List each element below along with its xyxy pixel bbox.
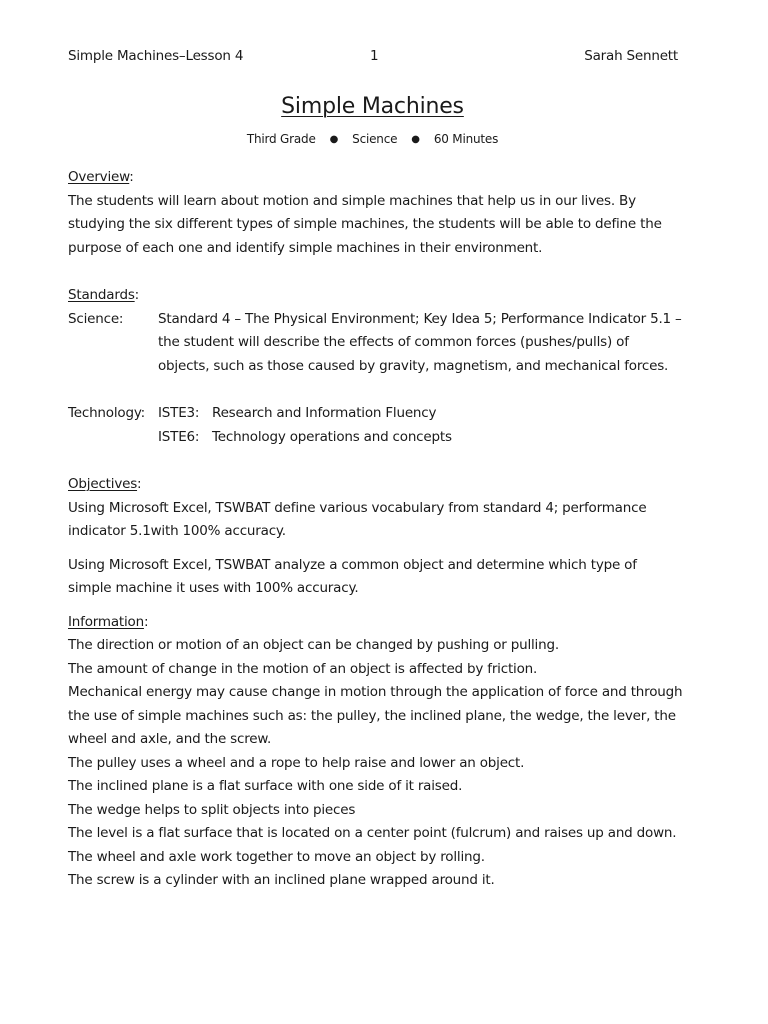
- document-title: Simple Machines: [281, 94, 464, 119]
- science-standard: [68, 308, 684, 379]
- tech-code: ISTE3:: [158, 405, 200, 421]
- grade-label: Third Grade: [246, 132, 316, 146]
- overview-text: The students will learn about motion and simple machines that help us in our lives. By studying the six different types of simple machines, the students will be able to define the purpose of each one and identify simple machines in their environment.: [68, 192, 662, 256]
- tech-standard-item: [158, 426, 684, 450]
- overview-heading: Overview: [68, 169, 130, 185]
- tech-text: Research and Information Fluency: [212, 405, 437, 421]
- subject-label: Science: [352, 132, 398, 146]
- information-line: The level is a flat surface that is located on a center point (fulcrum) and raises up and down.: [68, 825, 677, 841]
- objectives-section: Objectives: Using Microsoft Excel, TSWBAT define various vocabulary from standard 4; performance indicator 5.1with 100% accuracy. Using Microsoft Excel, TSWBAT analyze a common object and determine which type of simple machine it uses with 100% accuracy.: [68, 473, 684, 601]
- overview-section: Overview: The students will learn about motion and simple machines that help us in our lives. By studying the six different types of simple machines, the students will be able to define the purpose of each one and identify simple machines in their environment.: [68, 166, 684, 260]
- science-label: Science:: [68, 310, 124, 327]
- information-line: The direction or motion of an object can be changed by pushing or pulling.: [68, 637, 559, 653]
- header-lesson: Simple Machines–Lesson 4: [68, 48, 244, 64]
- information-line: The screw is a cylinder with an inclined plane wrapped around it.: [68, 872, 495, 888]
- duration-label: 60 Minutes: [433, 132, 499, 146]
- information-section: Information: The direction or motion of an object can be changed by pushing or pulling. The amount of change in the motion of an object is affected by friction. Mechanical energy may cause change in motion through the application of force and through the use of simple machines such as: the pulley, the inclined plane, the wedge, the lever, the wheel and axle, and the screw. The pulley uses a wheel and a rope to help raise and lower an object. The inclined plane is a flat surface with one side of it raised. The wedge helps to split objects into pieces The level is a flat surface that is located on a center point (fulcrum) and raises up and down. The wheel and axle work together to move an object by rolling. The screw is a cylinder with an inclined plane wrapped around it.: [68, 611, 684, 893]
- bullet-separator: ●: [411, 134, 420, 145]
- information-line: Mechanical energy may cause change in motion through the application of force and through the use of simple machines such as: the pulley, the inclined plane, the wedge, the lever, the wheel and axle, and the screw.: [68, 684, 683, 747]
- header-author: Sarah Sennett: [584, 48, 678, 64]
- objectives-heading: Objectives: [68, 476, 138, 492]
- page-header: [68, 48, 678, 66]
- standards-section: Standards: Science: Standard 4 – The Physical Environment; Key Idea 5; Performance Indicator 5.1 –the student will describe the effects of common forces (pushes/pulls) of objects, such as those caused by gravity, magnetism, and mechanical forces. Technology: ISTE3: Research and Information Fluency ISTE6: Technology operations and concepts: [68, 284, 684, 449]
- bullet-separator: ●: [329, 134, 339, 145]
- information-line: The pulley uses a wheel and a rope to help raise and lower an object.: [68, 754, 525, 771]
- page-number: 1: [370, 48, 379, 64]
- information-heading: Information: [68, 613, 144, 630]
- document-body: [68, 166, 684, 893]
- technology-standard: [68, 402, 684, 449]
- technology-label: Technology:: [68, 405, 145, 421]
- information-line: The wedge helps to split objects into pieces: [68, 801, 356, 818]
- information-line: The amount of change in the motion of an object is affected by friction.: [68, 660, 538, 677]
- objective-item: Using Microsoft Excel, TSWBAT define various vocabulary from standard 4; performance indicator 5.1with 100% accuracy.: [68, 499, 647, 539]
- standards-heading: Standards: [68, 287, 135, 303]
- tech-standard-item: [158, 402, 684, 426]
- tech-text: Technology operations and concepts: [212, 428, 452, 445]
- tech-code: ISTE6:: [158, 428, 200, 445]
- science-standard-text: Standard 4 – The Physical Environment; Key Idea 5; Performance Indicator 5.1 –the student will describe the effects of common forces (pushes/pulls) of objects, such as those caused by gravity, magnetism, and mechanical forces.: [158, 310, 682, 374]
- information-line: The inclined plane is a flat surface with one side of it raised.: [68, 778, 463, 794]
- document-subtitle: [0, 132, 745, 146]
- information-line: The wheel and axle work together to move an object by rolling.: [68, 848, 485, 865]
- objective-item: Using Microsoft Excel, TSWBAT analyze a common object and determine which type of simple machine it uses with 100% accuracy.: [68, 556, 637, 596]
